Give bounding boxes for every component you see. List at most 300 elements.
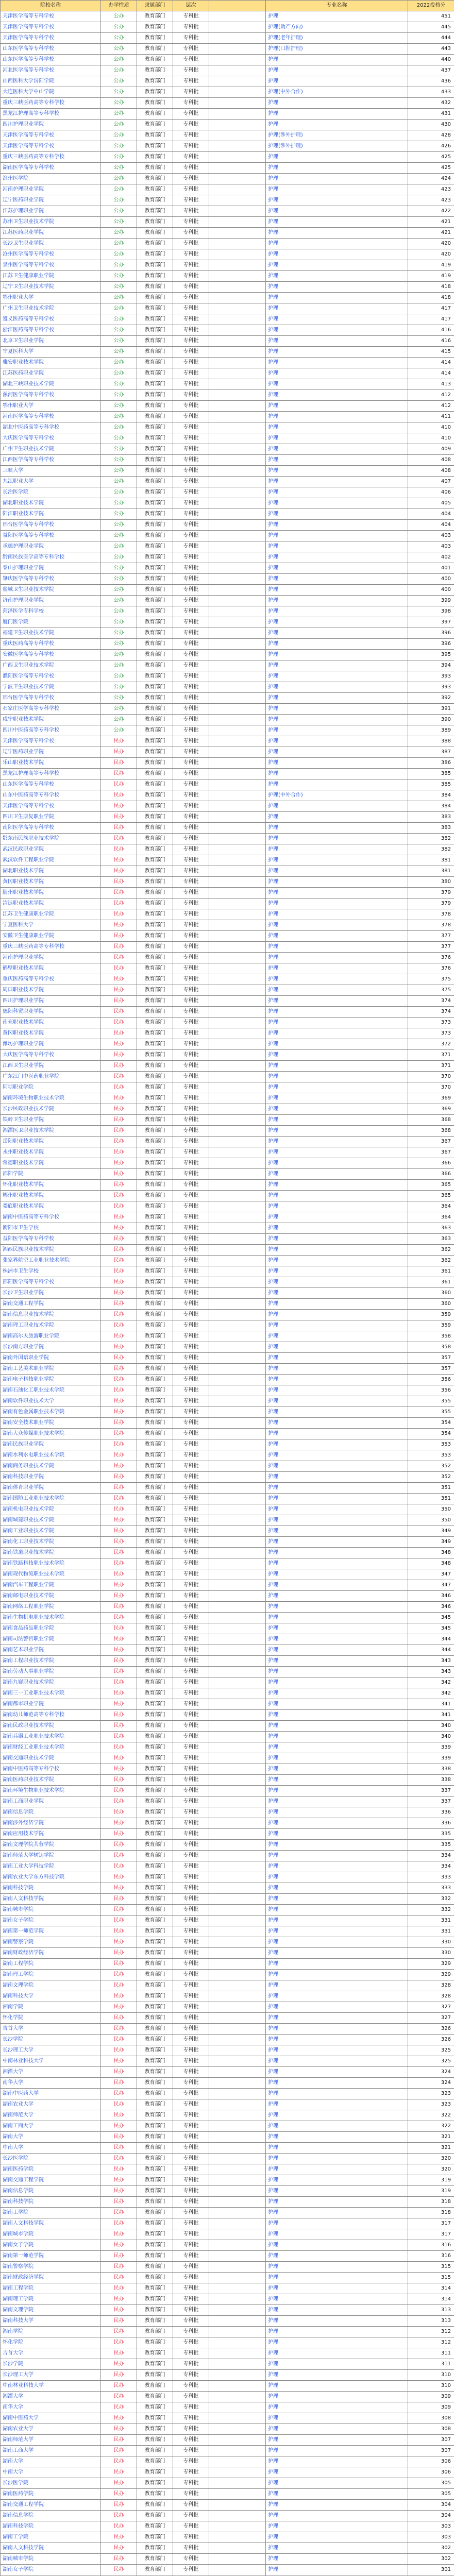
score-cell: 331 [408, 1916, 454, 1926]
major-cell: 护理 [266, 1894, 408, 1905]
spacer-cell [209, 1688, 266, 1699]
major-cell: 护理 [266, 628, 408, 639]
ownership-cell: 民办 [101, 1331, 137, 1342]
school-name-cell: 湖南中医药大学 [1, 2089, 101, 2099]
ownership-cell: 公办 [101, 76, 137, 87]
school-name-cell: 益阳医学高等专科学校 [1, 1234, 101, 1245]
score-cell: 348 [408, 1558, 454, 1569]
school-name-cell: 四川护理职业学院 [1, 120, 101, 130]
major-cell: 护理 [266, 55, 408, 65]
school-name-cell: 湖南有色金属职业技术学院 [1, 1407, 101, 1418]
score-cell: 334 [408, 1851, 454, 1861]
spacer-cell [209, 509, 266, 520]
spacer-cell [209, 1526, 266, 1537]
major-cell: 护理 [266, 1872, 408, 1883]
level-cell: 专科批 [173, 812, 209, 823]
level-cell: 专科批 [173, 2197, 209, 2208]
department-cell: 教育部门 [137, 1558, 173, 1569]
table-row [1, 1775, 454, 1786]
department-cell: 教育部门 [137, 1483, 173, 1494]
ownership-cell: 公办 [101, 314, 137, 325]
level-cell: 专科批 [173, 1342, 209, 1353]
score-cell: 309 [408, 2402, 454, 2413]
department-cell: 教育部门 [137, 109, 173, 120]
spacer-cell [209, 823, 266, 834]
score-cell: 358 [408, 1342, 454, 1353]
major-cell: 护理 [266, 174, 408, 184]
table-row [1, 2413, 454, 2424]
ownership-cell: 民办 [101, 1905, 137, 1916]
level-cell: 专科批 [173, 1537, 209, 1548]
table-row [1, 1602, 454, 1613]
spacer-cell [209, 2099, 266, 2110]
school-name-cell: 湖南工商大学 [1, 2121, 101, 2132]
header-level: 层次 [173, 1, 209, 11]
score-cell: 393 [408, 671, 454, 682]
major-cell: 护理 [266, 617, 408, 628]
major-cell: 护理 [266, 1742, 408, 1753]
level-cell: 专科批 [173, 2099, 209, 2110]
school-name-cell: 湖南大学 [1, 2132, 101, 2143]
table-row [1, 844, 454, 855]
score-cell: 355 [408, 1407, 454, 1418]
department-cell: 教育部门 [137, 2240, 173, 2251]
table-row [1, 1591, 454, 1602]
major-cell: 护理 [266, 541, 408, 552]
school-name-cell: 湖南城市学院 [1, 2229, 101, 2240]
department-cell: 教育部门 [137, 1104, 173, 1115]
score-cell: 395 [408, 650, 454, 660]
department-cell: 教育部门 [137, 1504, 173, 1515]
school-name-cell: 湖南食品药品职业学院 [1, 1623, 101, 1634]
table-row [1, 184, 454, 195]
table-row [1, 1082, 454, 1093]
score-cell: 302 [408, 2543, 454, 2554]
score-cell: 365 [408, 1180, 454, 1191]
level-cell: 专科批 [173, 1234, 209, 1245]
department-cell: 教育部门 [137, 1234, 173, 1245]
major-cell: 护理 [266, 1483, 408, 1494]
spacer-cell [209, 1212, 266, 1223]
table-row [1, 1126, 454, 1137]
spacer-cell [209, 1894, 266, 1905]
school-name-cell: 湖南邮电职业技术学院 [1, 1591, 101, 1602]
level-cell: 专科批 [173, 390, 209, 401]
score-cell: 366 [408, 1158, 454, 1169]
score-cell: 359 [408, 1320, 454, 1331]
level-cell: 专科批 [173, 606, 209, 617]
table-row [1, 98, 454, 109]
major-cell: 护理 [266, 2305, 408, 2316]
score-cell: 315 [408, 2262, 454, 2273]
level-cell: 专科批 [173, 974, 209, 985]
department-cell: 教育部门 [137, 790, 173, 801]
ownership-cell: 民办 [101, 1147, 137, 1158]
table-row [1, 1656, 454, 1667]
major-cell: 护理 [266, 195, 408, 206]
spacer-cell [209, 1450, 266, 1461]
school-name-cell: 湖南人文科技学院 [1, 1894, 101, 1905]
major-cell: 护理 [266, 1732, 408, 1742]
department-cell: 教育部门 [137, 1645, 173, 1656]
school-name-cell: 河南医学高等专科学校 [1, 412, 101, 422]
ownership-cell: 民办 [101, 1461, 137, 1472]
school-name-cell: 邢台医学高等专科学校 [1, 520, 101, 531]
department-cell: 教育部门 [137, 2337, 173, 2348]
score-cell: 425 [408, 163, 454, 174]
spacer-cell [209, 585, 266, 596]
table-row [1, 693, 454, 704]
table-row [1, 1018, 454, 1028]
score-cell: 322 [408, 2110, 454, 2121]
score-cell: 382 [408, 834, 454, 844]
department-cell: 教育部门 [137, 1753, 173, 1764]
major-cell: 护理 [266, 1342, 408, 1353]
school-name-cell: 湖南汽车工程职业学院 [1, 1580, 101, 1591]
ownership-cell: 公办 [101, 509, 137, 520]
ownership-cell: 民办 [101, 2035, 137, 2045]
level-cell: 专科批 [173, 736, 209, 747]
score-cell: 335 [408, 1829, 454, 1840]
table-row [1, 888, 454, 899]
score-cell: 308 [408, 2413, 454, 2424]
spacer-cell [209, 477, 266, 487]
ownership-cell: 民办 [101, 1656, 137, 1667]
major-cell: 护理 [266, 1082, 408, 1093]
major-cell: 护理 [266, 1061, 408, 1072]
school-name-cell: 九江职业大学 [1, 477, 101, 487]
ownership-cell: 公办 [101, 628, 137, 639]
ownership-cell: 民办 [101, 2197, 137, 2208]
ownership-cell: 公办 [101, 368, 137, 379]
department-cell: 教育部门 [137, 1634, 173, 1645]
school-name-cell: 湖南机电职业技术学院 [1, 1504, 101, 1515]
ownership-cell: 公办 [101, 163, 137, 174]
score-cell: 330 [408, 1948, 454, 1959]
table-row [1, 2348, 454, 2359]
score-cell: 365 [408, 1191, 454, 1201]
major-cell: 护理 [266, 1126, 408, 1137]
ownership-cell: 公办 [101, 228, 137, 239]
department-cell: 教育部门 [137, 1937, 173, 1948]
ownership-cell: 民办 [101, 1245, 137, 1256]
school-name-cell: 江苏卫生健康职业学院 [1, 909, 101, 920]
table-row [1, 1797, 454, 1807]
spacer-cell [209, 1634, 266, 1645]
major-cell: 护理 [266, 877, 408, 888]
score-cell: 350 [408, 1515, 454, 1526]
school-name-cell: 黔南民族医学高等专科学校 [1, 552, 101, 563]
department-cell: 教育部门 [137, 2208, 173, 2218]
level-cell: 专科批 [173, 779, 209, 790]
table-row [1, 855, 454, 866]
spacer-cell [209, 1613, 266, 1623]
department-cell: 教育部门 [137, 909, 173, 920]
score-cell: 396 [408, 639, 454, 650]
spacer-cell [209, 1926, 266, 1937]
table-row [1, 606, 454, 617]
department-cell: 教育部门 [137, 1158, 173, 1169]
level-cell: 专科批 [173, 1656, 209, 1667]
ownership-cell: 公办 [101, 671, 137, 682]
department-cell: 教育部门 [137, 1115, 173, 1126]
score-cell: 381 [408, 866, 454, 877]
spacer-cell [209, 541, 266, 552]
level-cell: 专科批 [173, 1461, 209, 1472]
score-cell: 339 [408, 1753, 454, 1764]
level-cell: 专科批 [173, 2402, 209, 2413]
table-row [1, 520, 454, 531]
major-cell: 护理 [266, 2154, 408, 2164]
school-name-cell: 长沙学院 [1, 2035, 101, 2045]
score-cell: 328 [408, 1980, 454, 1991]
school-name-cell: 湖北职业技术学院 [1, 498, 101, 509]
table-row [1, 1439, 454, 1450]
table-row [1, 1667, 454, 1677]
spacer-cell [209, 1310, 266, 1320]
table-row [1, 1699, 454, 1710]
table-row [1, 1288, 454, 1299]
spacer-cell [209, 1061, 266, 1072]
department-cell: 教育部门 [137, 174, 173, 184]
level-cell: 专科批 [173, 877, 209, 888]
spacer-cell [209, 769, 266, 779]
major-cell: 护理 [266, 1591, 408, 1602]
spacer-cell [209, 455, 266, 466]
school-name-cell: 济南护理职业学院 [1, 596, 101, 606]
major-cell: 护理 [266, 2262, 408, 2273]
spacer-cell [209, 1115, 266, 1126]
level-cell: 专科批 [173, 899, 209, 909]
ownership-cell: 公办 [101, 120, 137, 130]
major-cell: 护理 [266, 2456, 408, 2467]
score-cell: 443 [408, 44, 454, 55]
major-cell: 护理 [266, 2392, 408, 2402]
score-cell: 357 [408, 1364, 454, 1375]
table-row [1, 2024, 454, 2035]
department-cell: 教育部门 [137, 217, 173, 228]
spacer-cell [209, 2511, 266, 2521]
table-row [1, 455, 454, 466]
ownership-cell: 公办 [101, 401, 137, 412]
level-cell: 专科批 [173, 1277, 209, 1288]
major-cell: 护理 [266, 1515, 408, 1526]
score-cell: 324 [408, 2067, 454, 2078]
table-row [1, 477, 454, 487]
department-cell: 教育部门 [137, 779, 173, 790]
score-cell: 432 [408, 98, 454, 109]
score-cell: 375 [408, 974, 454, 985]
level-cell: 专科批 [173, 1721, 209, 1732]
spacer-cell [209, 239, 266, 249]
table-row [1, 228, 454, 239]
score-cell: 336 [408, 1818, 454, 1829]
level-cell: 专科批 [173, 1320, 209, 1331]
score-cell: 319 [408, 2175, 454, 2186]
school-name-cell: 湖南工艺美术职业学院 [1, 1364, 101, 1375]
major-cell: 护理 [266, 1937, 408, 1948]
score-cell: 329 [408, 1959, 454, 1970]
level-cell: 专科批 [173, 2392, 209, 2402]
score-cell: 428 [408, 130, 454, 141]
score-cell: 420 [408, 249, 454, 260]
major-cell: 护理(助产方向) [266, 22, 408, 33]
spacer-cell [209, 747, 266, 758]
score-cell: 388 [408, 736, 454, 747]
department-cell: 教育部门 [137, 1515, 173, 1526]
score-cell: 318 [408, 2197, 454, 2208]
school-name-cell: 长沙医学院 [1, 2154, 101, 2164]
spacer-cell [209, 2110, 266, 2121]
level-cell: 专科批 [173, 1851, 209, 1861]
major-cell: 护理 [266, 1093, 408, 1104]
school-name-cell: 湖南都市职业学院 [1, 1699, 101, 1710]
level-cell: 专科批 [173, 2067, 209, 2078]
school-name-cell: 重庆三峡医药高等专科学校 [1, 98, 101, 109]
table-row [1, 920, 454, 931]
level-cell: 专科批 [173, 1905, 209, 1916]
spacer-cell [209, 2413, 266, 2424]
level-cell: 专科批 [173, 1299, 209, 1310]
department-cell: 教育部门 [137, 163, 173, 174]
table-row [1, 1169, 454, 1180]
score-cell: 325 [408, 2056, 454, 2067]
spacer-cell [209, 1656, 266, 1667]
department-cell: 教育部门 [137, 2435, 173, 2446]
table-row [1, 715, 454, 725]
ownership-cell: 民办 [101, 1093, 137, 1104]
score-cell: 352 [408, 1472, 454, 1483]
score-cell: 431 [408, 109, 454, 120]
score-cell: 436 [408, 76, 454, 87]
school-name-cell: 大连医科大学中山学院 [1, 87, 101, 98]
score-cell: 371 [408, 1061, 454, 1072]
department-cell: 教育部门 [137, 823, 173, 834]
school-name-cell: 湖南交通工程学院 [1, 2175, 101, 2186]
ownership-cell: 民办 [101, 1277, 137, 1288]
department-cell: 教育部门 [137, 2110, 173, 2121]
major-cell: 护理 [266, 1256, 408, 1266]
department-cell: 教育部门 [137, 574, 173, 585]
ownership-cell: 公办 [101, 585, 137, 596]
school-name-cell: 濮阳医学高等专科学校 [1, 671, 101, 682]
major-cell: 护理 [266, 2511, 408, 2521]
score-cell: 320 [408, 2164, 454, 2175]
major-cell: 护理 [266, 1959, 408, 1970]
score-cell: 331 [408, 1926, 454, 1937]
school-name-cell: 岳阳职业技术学院 [1, 1137, 101, 1147]
score-cell: 445 [408, 22, 454, 33]
level-cell: 专科批 [173, 2305, 209, 2316]
major-cell: 护理 [266, 1494, 408, 1504]
ownership-cell: 民办 [101, 1115, 137, 1126]
score-cell: 327 [408, 2002, 454, 2013]
spacer-cell [209, 660, 266, 671]
score-cell: 396 [408, 628, 454, 639]
ownership-cell: 公办 [101, 358, 137, 368]
ownership-cell: 民办 [101, 1851, 137, 1861]
major-cell: 护理 [266, 2175, 408, 2186]
spacer-cell [209, 1007, 266, 1018]
table-row [1, 1515, 454, 1526]
school-name-cell: 湖南信息职业技术学院 [1, 1310, 101, 1320]
major-cell: 护理 [266, 1818, 408, 1829]
department-cell: 教育部门 [137, 2543, 173, 2554]
level-cell: 专科批 [173, 953, 209, 963]
ownership-cell: 公办 [101, 184, 137, 195]
table-row [1, 44, 454, 55]
department-cell: 教育部门 [137, 76, 173, 87]
ownership-cell: 民办 [101, 909, 137, 920]
ownership-cell: 民办 [101, 769, 137, 779]
ownership-cell: 民办 [101, 1212, 137, 1223]
school-name-cell: 湖南师范大学树达学院 [1, 1851, 101, 1861]
table-row [1, 1039, 454, 1050]
level-cell: 专科批 [173, 444, 209, 455]
spacer-cell [209, 33, 266, 44]
level-cell: 专科批 [173, 1504, 209, 1515]
score-cell: 328 [408, 1991, 454, 2002]
major-cell: 护理(涉外护理) [266, 141, 408, 152]
spacer-cell [209, 2045, 266, 2056]
score-cell: 351 [408, 1494, 454, 1504]
ownership-cell: 民办 [101, 2446, 137, 2456]
score-cell: 347 [408, 1580, 454, 1591]
department-cell: 教育部门 [137, 769, 173, 779]
spacer-cell [209, 2283, 266, 2294]
school-name-cell: 湖南财政经济学院 [1, 2273, 101, 2283]
department-cell: 教育部门 [137, 877, 173, 888]
spacer-cell [209, 195, 266, 206]
table-row [1, 466, 454, 477]
major-cell: 护理 [266, 2294, 408, 2305]
department-cell: 教育部门 [137, 2143, 173, 2154]
school-name-cell: 湖南中医药高等专科学校 [1, 1764, 101, 1775]
score-cell: 356 [408, 1385, 454, 1396]
major-cell: 护理 [266, 11, 408, 22]
spacer-cell [209, 293, 266, 303]
score-cell: 353 [408, 1450, 454, 1461]
table-row [1, 1396, 454, 1407]
major-cell: 护理 [266, 487, 408, 498]
department-cell: 教育部门 [137, 358, 173, 368]
level-cell: 专科批 [173, 379, 209, 390]
score-cell: 340 [408, 1721, 454, 1732]
score-cell: 384 [408, 790, 454, 801]
score-cell: 421 [408, 228, 454, 239]
spacer-cell [209, 974, 266, 985]
ownership-cell: 民办 [101, 1775, 137, 1786]
department-cell: 教育部门 [137, 282, 173, 293]
ownership-cell: 公办 [101, 44, 137, 55]
major-cell: 护理 [266, 1310, 408, 1320]
spacer-cell [209, 1515, 266, 1526]
ownership-cell: 民办 [101, 1926, 137, 1937]
score-cell: 349 [408, 1537, 454, 1548]
level-cell: 专科批 [173, 801, 209, 812]
school-name-cell: 湘西民族职业技术学院 [1, 1245, 101, 1256]
school-name-cell: 重庆三峡医药高等专科学校 [1, 152, 101, 163]
major-cell: 护理 [266, 563, 408, 574]
school-name-cell: 湖南财经工业职业技术学院 [1, 1742, 101, 1753]
spacer-cell [209, 422, 266, 433]
school-name-cell: 湖南文理学院芙蓉学院 [1, 1840, 101, 1851]
major-cell: 护理 [266, 347, 408, 358]
table-row [1, 931, 454, 942]
major-cell: 护理 [266, 2056, 408, 2067]
level-cell: 专科批 [173, 1872, 209, 1883]
table-row [1, 11, 454, 22]
